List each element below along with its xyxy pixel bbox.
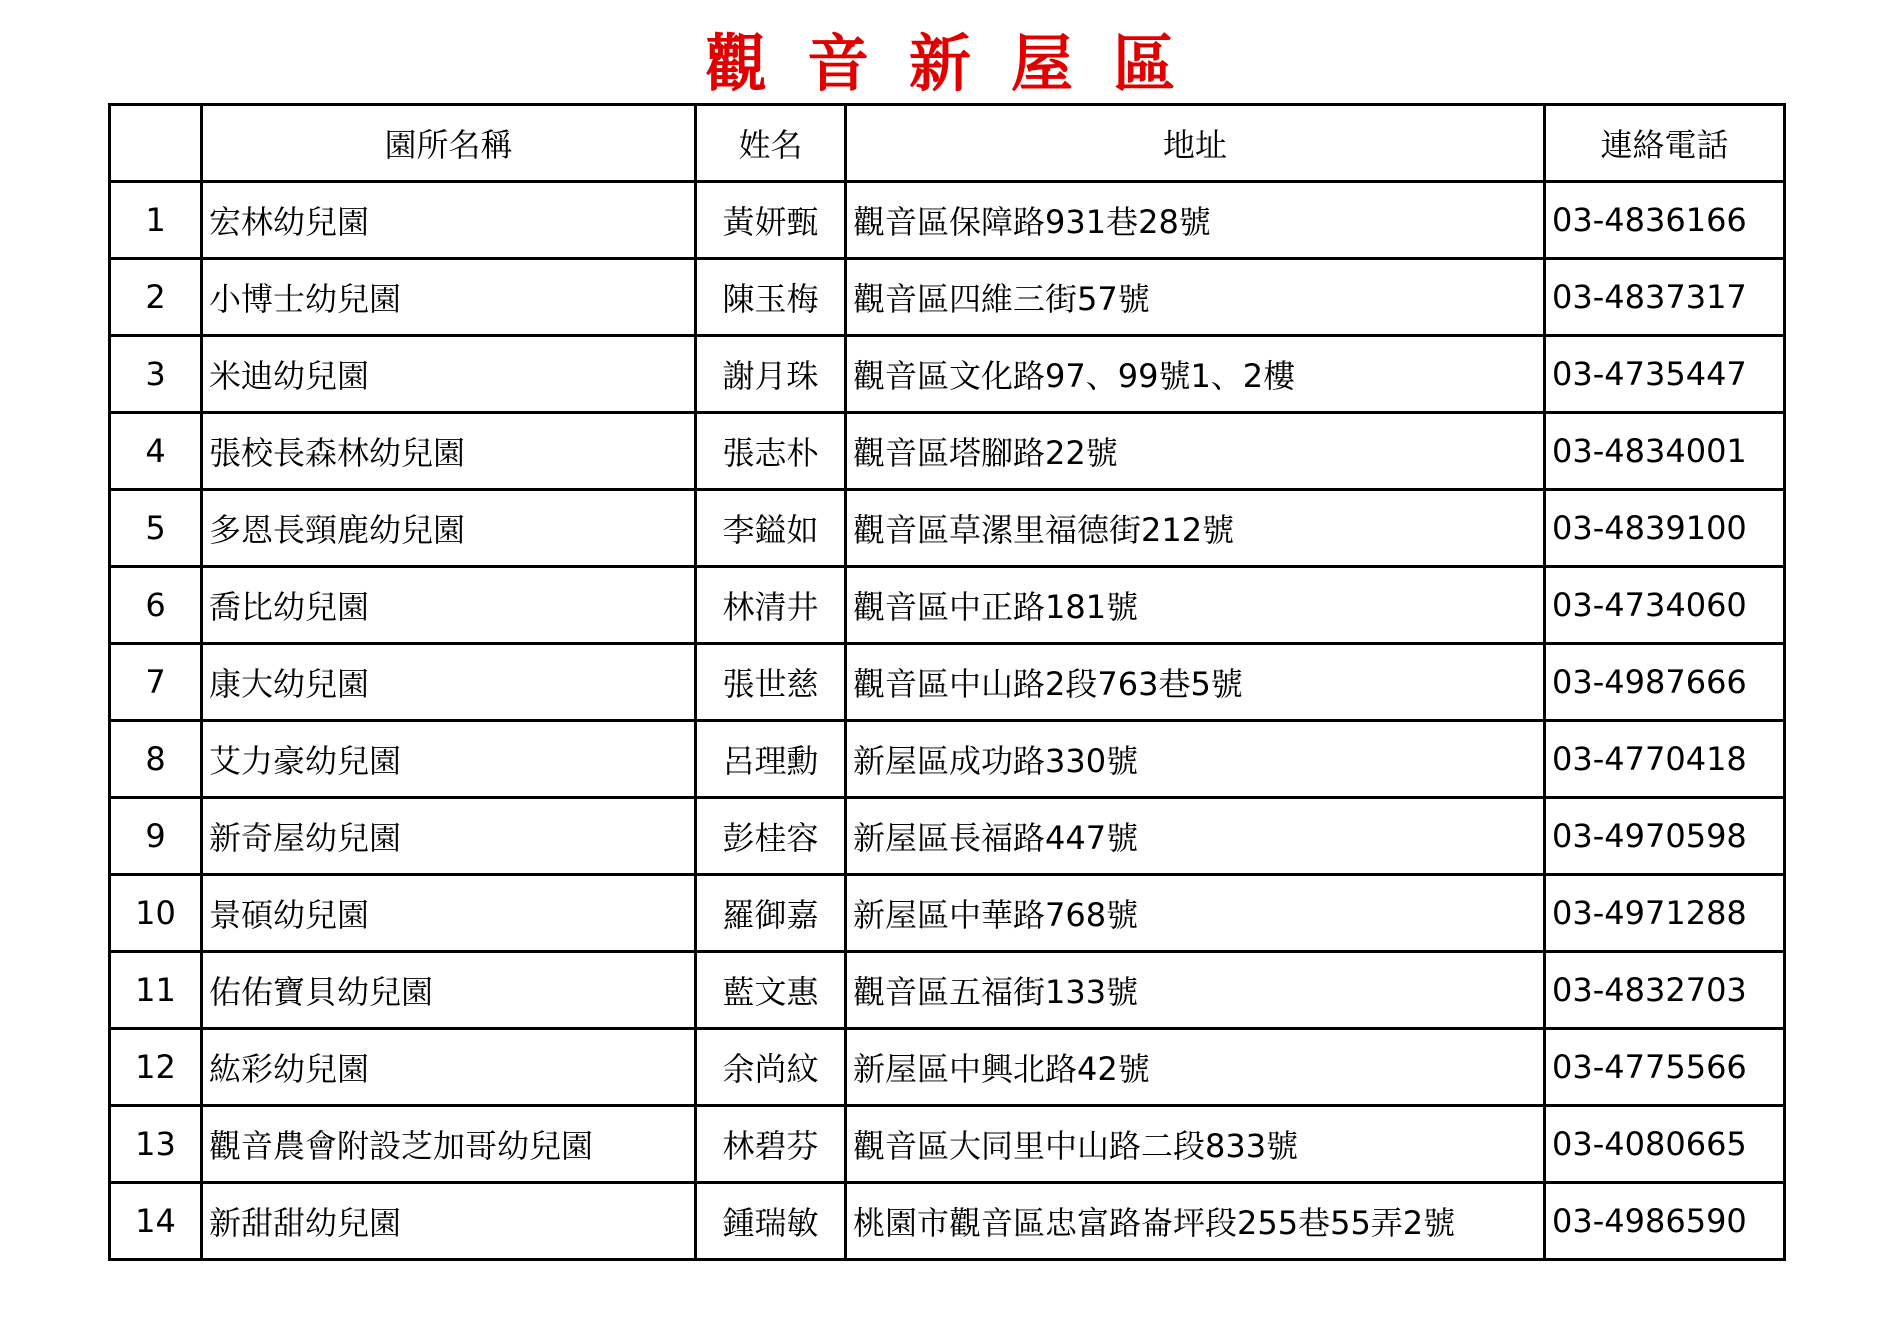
row-index: 4 — [110, 413, 202, 490]
phone-number: 03-4836166 — [1545, 182, 1785, 259]
table-header-row — [110, 105, 1785, 182]
row-index: 1 — [110, 182, 202, 259]
kindergarten-name: 喬比幼兒園 — [202, 567, 696, 644]
header-kindergarten-name: 園所名稱 — [202, 105, 696, 182]
table-row — [110, 1183, 1785, 1260]
row-index: 12 — [110, 1029, 202, 1106]
person-name: 彭桂容 — [696, 798, 846, 875]
person-name: 李鎰如 — [696, 490, 846, 567]
table-row — [110, 644, 1785, 721]
address: 觀音區大同里中山路二段833號 — [846, 1106, 1545, 1183]
person-name: 羅御嘉 — [696, 875, 846, 952]
row-index: 13 — [110, 1106, 202, 1183]
phone-number: 03-4970598 — [1545, 798, 1785, 875]
address: 觀音區中山路2段763巷5號 — [846, 644, 1545, 721]
row-index: 11 — [110, 952, 202, 1029]
phone-number: 03-4834001 — [1545, 413, 1785, 490]
row-index: 3 — [110, 336, 202, 413]
kindergarten-name: 小博士幼兒園 — [202, 259, 696, 336]
address: 新屋區中華路768號 — [846, 875, 1545, 952]
address: 觀音區四維三街57號 — [846, 259, 1545, 336]
kindergarten-name: 張校長森林幼兒園 — [202, 413, 696, 490]
address: 新屋區中興北路42號 — [846, 1029, 1545, 1106]
kindergarten-name: 康大幼兒園 — [202, 644, 696, 721]
table-row — [110, 259, 1785, 336]
kindergarten-name: 新甜甜幼兒園 — [202, 1183, 696, 1260]
phone-number: 03-4837317 — [1545, 259, 1785, 336]
person-name: 張志朴 — [696, 413, 846, 490]
row-index: 14 — [110, 1183, 202, 1260]
table-row — [110, 413, 1785, 490]
phone-number: 03-4839100 — [1545, 490, 1785, 567]
address: 觀音區文化路97、99號1、2樓 — [846, 336, 1545, 413]
table-body — [110, 182, 1785, 1260]
table-row — [110, 798, 1785, 875]
table-row — [110, 875, 1785, 952]
phone-number: 03-4971288 — [1545, 875, 1785, 952]
row-index: 5 — [110, 490, 202, 567]
phone-number: 03-4986590 — [1545, 1183, 1785, 1260]
header-person-name: 姓名 — [696, 105, 846, 182]
kindergarten-name: 景碩幼兒園 — [202, 875, 696, 952]
table-row — [110, 1029, 1785, 1106]
address: 桃園市觀音區忠富路崙坪段255巷55弄2號 — [846, 1183, 1545, 1260]
kindergarten-name: 宏林幼兒園 — [202, 182, 696, 259]
person-name: 陳玉梅 — [696, 259, 846, 336]
phone-number: 03-4080665 — [1545, 1106, 1785, 1183]
row-index: 6 — [110, 567, 202, 644]
table-row — [110, 1106, 1785, 1183]
kindergarten-directory-table — [108, 103, 1786, 1261]
header-address: 地址 — [846, 105, 1545, 182]
address: 觀音區草漯里福德街212號 — [846, 490, 1545, 567]
table-row — [110, 336, 1785, 413]
kindergarten-name: 紘彩幼兒園 — [202, 1029, 696, 1106]
header-index — [110, 105, 202, 182]
kindergarten-name: 多恩長頸鹿幼兒園 — [202, 490, 696, 567]
kindergarten-name: 新奇屋幼兒園 — [202, 798, 696, 875]
phone-number: 03-4770418 — [1545, 721, 1785, 798]
row-index: 8 — [110, 721, 202, 798]
person-name: 林清井 — [696, 567, 846, 644]
phone-number: 03-4987666 — [1545, 644, 1785, 721]
person-name: 林碧芬 — [696, 1106, 846, 1183]
page-title: 觀音新屋區 — [704, 27, 1215, 100]
person-name: 黃妍甄 — [696, 182, 846, 259]
kindergarten-name: 觀音農會附設芝加哥幼兒園 — [202, 1106, 696, 1183]
address: 新屋區成功路330號 — [846, 721, 1545, 798]
person-name: 鍾瑞敏 — [696, 1183, 846, 1260]
phone-number: 03-4734060 — [1545, 567, 1785, 644]
header-phone: 連絡電話 — [1545, 105, 1785, 182]
kindergarten-name: 佑佑寶貝幼兒園 — [202, 952, 696, 1029]
row-index: 2 — [110, 259, 202, 336]
table-row — [110, 182, 1785, 259]
address: 觀音區五福街133號 — [846, 952, 1545, 1029]
kindergarten-name: 米迪幼兒園 — [202, 336, 696, 413]
phone-number: 03-4832703 — [1545, 952, 1785, 1029]
kindergarten-name: 艾力豪幼兒園 — [202, 721, 696, 798]
person-name: 余尚紋 — [696, 1029, 846, 1106]
person-name: 呂理勳 — [696, 721, 846, 798]
address: 觀音區保障路931巷28號 — [846, 182, 1545, 259]
table-row — [110, 721, 1785, 798]
row-index: 9 — [110, 798, 202, 875]
person-name: 藍文惠 — [696, 952, 846, 1029]
table-row — [110, 490, 1785, 567]
phone-number: 03-4775566 — [1545, 1029, 1785, 1106]
phone-number: 03-4735447 — [1545, 336, 1785, 413]
address: 觀音區中正路181號 — [846, 567, 1545, 644]
row-index: 10 — [110, 875, 202, 952]
person-name: 張世慈 — [696, 644, 846, 721]
table-row — [110, 567, 1785, 644]
row-index: 7 — [110, 644, 202, 721]
address: 新屋區長福路447號 — [846, 798, 1545, 875]
table-row — [110, 952, 1785, 1029]
person-name: 謝月珠 — [696, 336, 846, 413]
address: 觀音區塔腳路22號 — [846, 413, 1545, 490]
